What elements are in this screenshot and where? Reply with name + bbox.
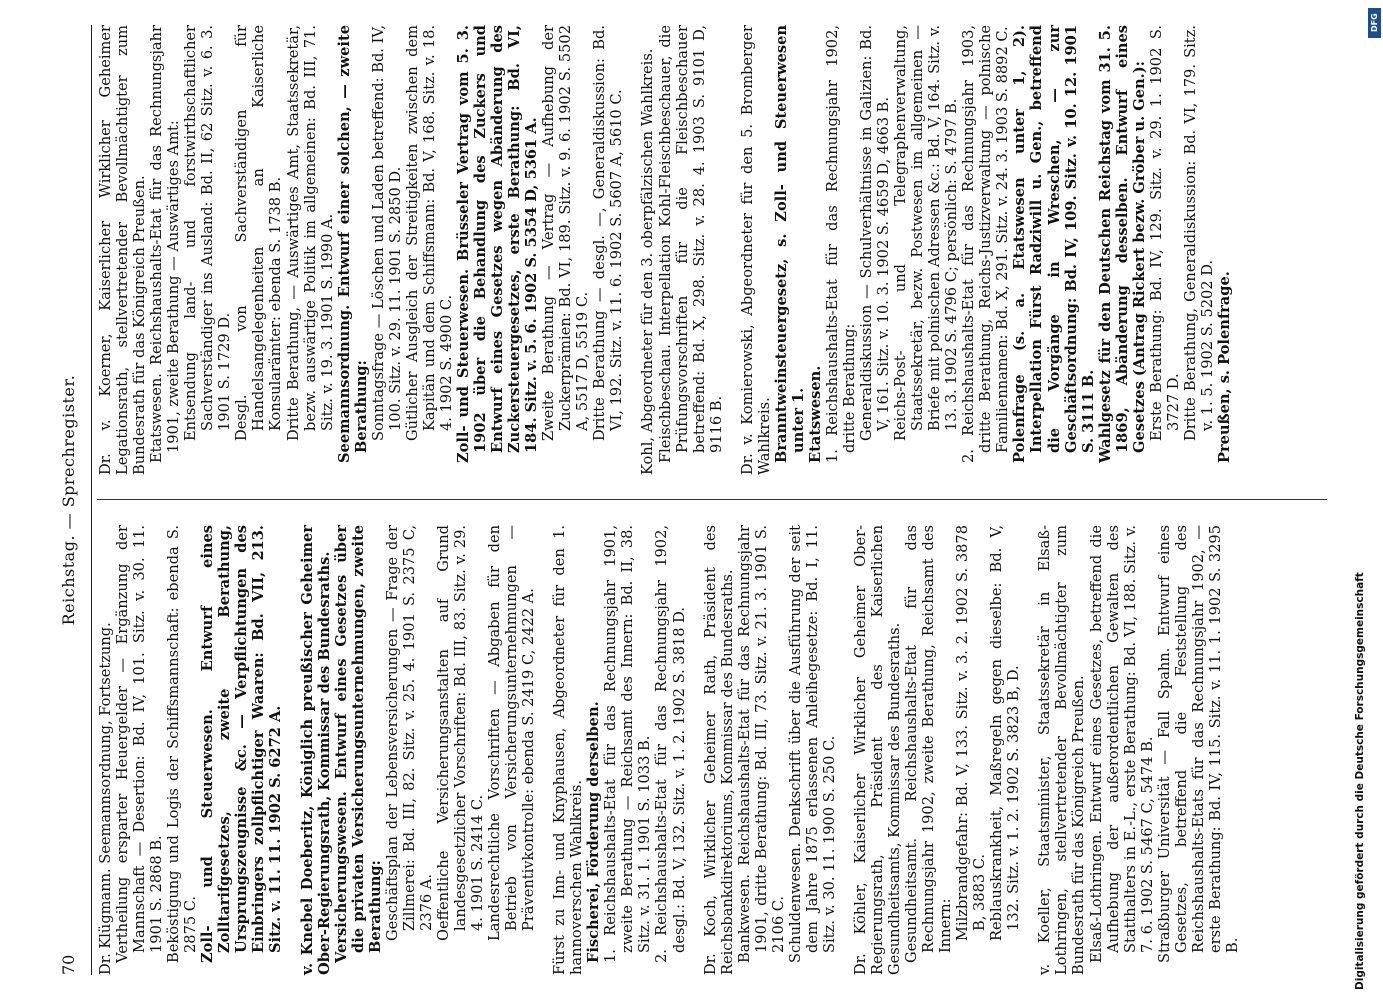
topic-entry: Etatswesen. [806,365,824,463]
entry-koch: Dr. Koch, Wirklicher Geheimer Rath, Präsident des Reichsbankdirektoriums, Kommissar des Bundesraths. [701,525,736,975]
topic-entry: Seemannsordnung. Entwurf einer solchen, — zweite Berathung: [335,25,370,463]
topic-entry: Versicherungswesen. Entwurf eines Gesetzes über die privaten Versicherungsunternehmungen, zweite Berathung: [332,525,384,963]
topic-entry: Gesundheitsamt. Reichshaushalts-Etat für das Rechnungsjahr 1902, zweite Berathung, Reichsamt des Innern: [903,525,955,963]
header-rule [91,25,92,975]
topic-entry: Fleischbeschau. Interpellation Kohl-Fleischbeschauer, die Prüfungsvorschriften für die Fleischbeschauer betreffend: Bd. X, 298. Sitz. v. 28. 4. 1903 S. 9101 D, 9116 B. [656,25,725,463]
entry-koeller: v. Koeller, Staatsminister, Staatssekretär in Elsaß-Lothringen, stellvertretender Bevollmächtigter zum Bundesrath für das Königreich Preußen. [1036,525,1088,975]
topic-entry: Straßburger Universität — Fall Spahn. Entwurf eines Gesetzes, betreffend die Feststellung des Reichshaushalts-Etats für das Rechnungsjahr 1902, — erste Berathung: Bd. IV, 115. Sitz. v. 11. 1. 1902 S. 3295 B. [1155,525,1241,963]
topic-entry: Wahlgesetz für den Deutschen Reichstag vom 31. 5. 1869, Abänderung desselben. Entwurf eines Gesetzes (Antrag Rickert bezw. Gröber u. Gen.): [1096,25,1148,463]
entry-kohl: Kohl, Abgeordneter für den 3. oberpfälzischen Wahlkreis. [639,48,657,475]
subentry: Landesrechtliche Vorschriften — Abgaben für den Betrieb von Versicherungsunternehmungen — Präventivkontrolle: ebenda S. 2419 C, 2422 A. [486,525,538,941]
page-header [55,25,85,975]
subentry: Sonntagsfrage — Löschen und Laden betreffend: Bd. IV, 100. Sitz. v. 29. 11. 1901 S. 2850 D. [369,25,404,441]
left-column [97,525,1241,975]
entry-koerner: Dr. v. Koerner, Kaiserlicher Wirklicher Geheimer Legationsrath, stellvertretender Bevollmächtigter zum Bundesrath für das Königreich Preußen. [97,25,149,475]
subentry: Milzbrandgefahr: Bd. V, 133. Sitz. v. 3. 2. 1902 S. 3878 B, 3883 C. [954,525,989,941]
entry-knebel-doeberitz: v. Knebel Doeberitz, Königlich preußischer Geheimer Ober-Regierungsrath, Kommissar des Bundesraths. [298,525,333,975]
topic-entry: Elsaß-Lothringen. Entwurf eines Gesetzes, betreffend die Aufhebung der außerordentlichen Gewalten des Statthalters in E.-L., erste Berathung: Bd. VI, 188. Sitz. v. 7. 6. 1902 S. 5467 C, 5474 B. [1087,525,1156,963]
subentry: Gütlicher Ausgleich der Streitigkeiten zwischen dem Kapitän und dem Schiffsmann: Bd. V, 168. Sitz. v. 18. 4. 1902 S. 4900 C. [403,25,455,441]
subentry: 2. Reichshaushalts-Etat für das Rechnungsjahr 1903, dritte Berathung, Reichs-Justizverwaltung — polnische Familiennamen: Bd. X, 291. Sitz. v. 24. 3. 1903 S. 8892 C. [960,25,1012,463]
subentry: Erste Berathung: Bd. IV, 129. Sitz. v. 29. 1. 1902 S. 3727 D. [1147,25,1182,441]
dfg-logo: DFG [1368,8,1381,38]
topic-entry: Polenfrage (s. a. Etatswesen unter 1, 2). Interpellation Fürst Radziwill u. Gen., betreffend die Vorgänge in Wreschen, — zur Geschäftsordnung: Bd. IV, 109. Sitz. v. 10. 12. 1901 S. 3111 B. [1011,25,1097,463]
topic-entry: Bankwesen. Reichshaushalts-Etat für das Rechnungsjahr 1901, dritte Berathung: Bd. III, 73. Sitz. v. 21. 3. 1901 S. 2106 C. [735,525,787,963]
entry-koehler: Dr. Köhler, Kaiserlicher Wirklicher Geheimer Ober-Regierungsrath, Präsident des Kaiserlichen Gesundheitsamts, Kommissar des Bundesraths. [851,525,904,975]
subentry: Dritte Berathung, Generaldiskussion: Bd. VI, 179. Sitz. v. 1. 5. 1902 S. 5202 D. [1181,25,1216,441]
topic-entry: Preußen, s. Polenfrage. [1216,271,1233,463]
subentry: Vertheilung ersparter Heuergelder — Ergänzung der Mannschaft — Desertion: Bd. IV, 101. Sitz. v. 30. 11. 1901 S. 2868 B. [114,525,166,963]
right-column [97,25,1233,475]
subentry: 2. Reichshaushalts-Etat für das Rechnungsjahr 1902, desgl.: Bd. V, 132. Sitz. v. 1. 2. 1902 S. 3818 D. [653,525,688,963]
subentry: Zweite Berathung — Vertrag — Aufhebung der Zuckerprämien: Bd. VI, 189. Sitz. v. 9. 6. 1902 S. 5502 A, 5517 D, 5519 C. [540,25,592,441]
page-number: 70 [59,954,78,975]
subentry: Generaldiskussion — Schulverhältnisse in Galizien: Bd. V, 161. Sitz. v. 10. 3. 1902 S. 4659 D, 4663 B. [858,25,893,441]
subentry: Oeffentliche Versicherungsanstalten auf Grund landesgesetzlicher Vorschriften: Bd. III, 83. Sitz. v. 29. 4. 1901 S. 2414 C. [434,525,486,941]
subentry: 1. Reichshaushalts-Etat für das Rechnungsjahr 1902, dritte Berathung: [823,25,858,463]
running-head: Reichstag. — Sprechregister. [59,374,78,626]
subentry: Reblauskrankheit, Maßregeln gegen dieselbe: Bd. V, 132. Sitz. v. 1. 2. 1902 S. 3823 B, D. [988,525,1023,941]
subentry: Beköstigung und Logis der Schiffsmannschaft: ebenda S. 2875 C. [165,525,200,963]
topic-entry: Fischerei, Förderung derselben. [585,701,603,963]
subentry: 1. Reichshaushalts-Etat für das Rechnungsjahr 1901, zweite Berathung — Reichsamt des Innern: Bd. II, 38. Sitz. v. 31. 1. 1901 S. 1033 B. [602,525,654,963]
column-divider [97,499,1327,500]
digitization-credit [1352,40,1372,990]
entry-kluegmann: Dr. Klügmann. Seemannsordnung, Fortsetzung. [97,622,114,975]
entry-knyphausen: Fürst zu Inn- und Knyphausen, Abgeordneter für den 1. hannoverschen Wahlkreis. [551,525,586,975]
topic-entry: Zoll- und Steuerwesen. Entwurf eines Zolltarifgesetzes, zweite Berathung, Ursprungszeugnisse &c. — Verpflichtungen des Einbringers zollpflichtiger Waaren: Bd. VII, 213. Sitz. v. 11. 11. 1902 S. 6272 A. [199,525,285,963]
entry-komierowski: Dr. v. Komierowski, Abgeordneter für den 5. Bromberger Wahlkreis. [738,25,773,475]
topic-entry: Zoll- und Steuerwesen. Brüsseler Vertrag vom 5. 3. 1902 über die Behandlung des Zuckers und Entwurf eines Gesetzes wegen Abänderung des Zuckersteuergesetzes, erste Berathung: Bd. VI, 184. Sitz. v. 5. 6. 1902 S. 5354 D, 5361 A. [454,25,541,463]
topic-entry: Etatswesen. Reichshaushalts-Etat für das Rechnungsjahr 1901, zweite Berathung — Auswärtiges Amt: [148,25,183,463]
subentry: Geschäftsplan der Lebensversicherungen — Frage der Zillmerei: Bd. III, 82. Sitz. v. 25. 4. 1901 S. 2375 C, 2376 A. [383,525,435,941]
subentry: Reichs-Post- und Telegraphenverwaltung, Staatssekretär, bezw. Postwesen im allgemeinen — Briefe mit polnischen Adressen &c.: Bd. V, 164. Sitz. v. 13. 3. 1902 S. 4796 C; persönlich: S. 4797 B. [892,25,961,441]
subentry: Desgl. von Sachverständigen für Handelsangelegenheiten an Kaiserliche Konsularämter: ebenda S. 1738 B. [233,25,285,441]
subentry: Entsendung land- und forstwirthschaftlicher Sachverständiger ins Ausland: Bd. II, 62 Sitz. v. 6. 3. 1901 S. 1729 D. [182,25,234,441]
topic-entry: Branntweinsteuergesetz, s. Zoll- und Steuerwesen unter 1. [772,25,807,463]
subentry: Dritte Berathung — desgl. —, Generaldiskussion: Bd. VI, 192. Sitz. v. 11. 6. 1902 S. 5607 A, 5610 C. [591,25,626,441]
credit-text: Digitalisierung gefördert durch die Deutsche Forschungsgemeinschaft [1354,572,1366,990]
subentry: Dritte Berathung, — Auswärtiges Amt, Staatssekretär, bezw. auswärtige Politik im allgemeinen: Bd. III, 71. Sitz. v. 19. 3. 1901 S. 1990 A. [284,25,336,441]
topic-entry: Schuldenwesen. Denkschrift über die Ausführung der seit dem Jahre 1875 erlassenen Anleihegesetze: Bd. I, 11. Sitz. v. 30. 11. 1900 S. 250 C. [786,525,838,963]
rotated-page-content [55,25,1345,975]
